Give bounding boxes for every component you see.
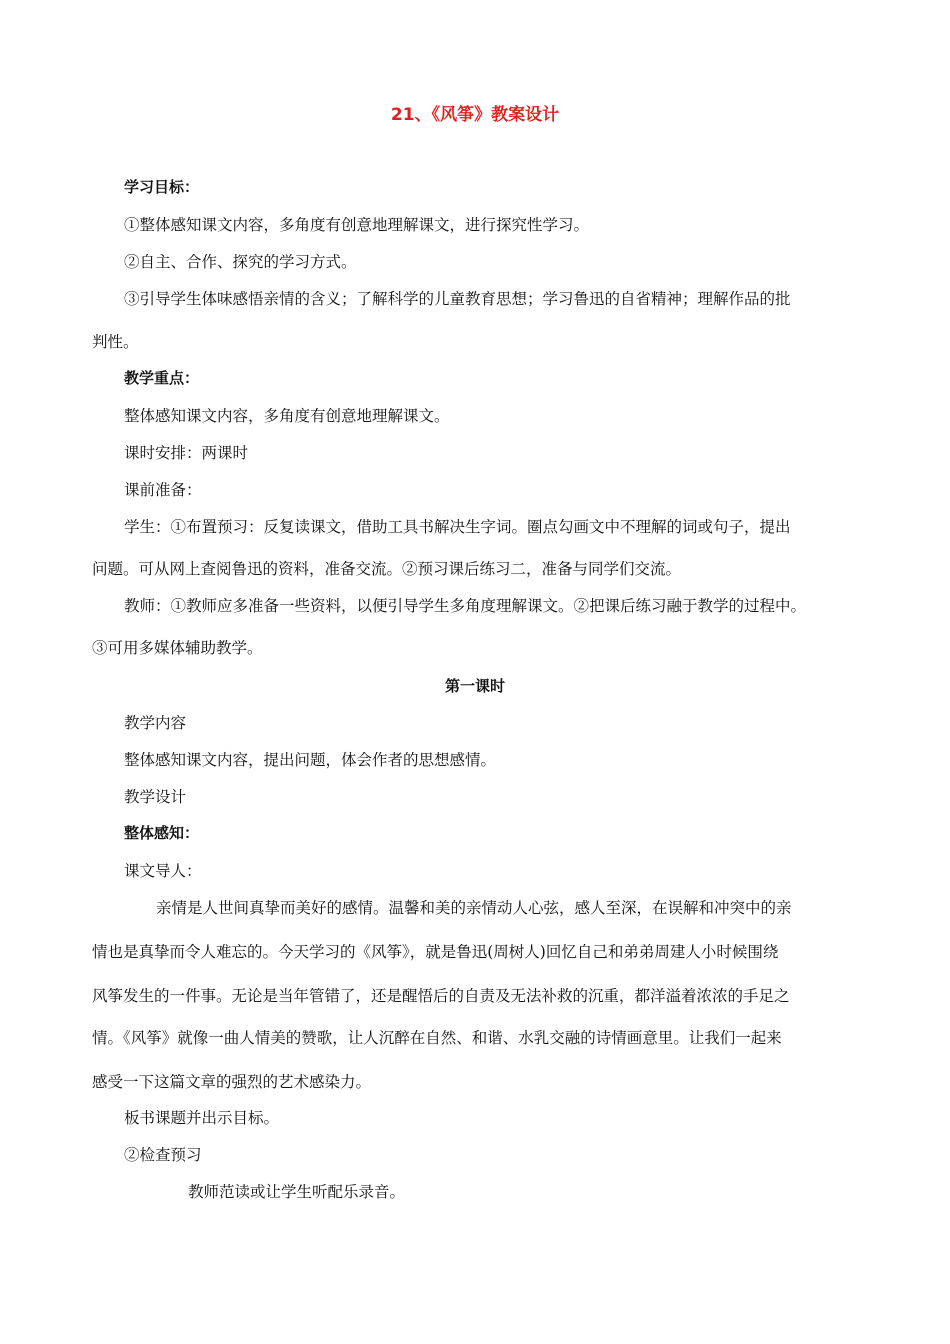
prep-student-line: 学生：①布置预习：反复读课文，借助工具书解决生字词。圈点勾画文中不理解的词或句子，提出 <box>124 518 791 536</box>
check-label: ②检查预习 <box>124 1146 202 1164</box>
schedule-text: 课时安排：两课时 <box>124 444 249 462</box>
goal-item: ①整体感知课文内容，多角度有创意地理解课文，进行探究性学习。 <box>124 216 590 234</box>
lesson1-design-label: 教学设计 <box>124 788 187 806</box>
goal-item-continued: 判性。 <box>92 333 139 351</box>
lesson1-heading: 第一课时 <box>444 677 505 695</box>
lesson1-content-label: 教学内容 <box>124 714 187 732</box>
reading-text: 教师范读或让学生听配乐录音。 <box>188 1183 406 1201</box>
prep-teacher-line: ③可用多媒体辅助教学。 <box>92 639 263 657</box>
goals-heading: 学习目标： <box>124 178 200 196</box>
intro-paragraph-line: 情也是真挚而令人难忘的。今天学习的《风筝》，就是鲁迅(周树人)回忆自己和弟弟周建人小时候围绕 <box>92 943 779 961</box>
intro-paragraph-line: 情。《风筝》就像一曲人情美的赞歌，让人沉醉在自然、和谐、水乳交融的诗情画意里。让我们一起来 <box>92 1029 782 1047</box>
prep-student-line: 问题。可从网上查阅鲁迅的资料，准备交流。②预习课后练习二，准备与同学们交流。 <box>92 560 682 578</box>
intro-label: 课文导人： <box>124 862 202 880</box>
document-title: 21、《风筝》教案设计 <box>390 105 560 125</box>
overall-heading: 整体感知： <box>124 824 200 842</box>
intro-paragraph-line: 亲情是人世间真挚而美好的感情。温馨和美的亲情动人心弦，感人至深，在误解和冲突中的亲 <box>156 899 792 917</box>
prep-heading: 课前准备： <box>124 481 202 499</box>
goal-item: ②自主、合作、探究的学习方式。 <box>124 253 357 271</box>
board-text: 板书课题并出示目标。 <box>124 1109 280 1127</box>
goal-item: ③引导学生体味感悟亲情的含义；了解科学的儿童教育思想；学习鲁迅的自省精神；理解作品的批 <box>124 290 791 308</box>
key-points-text: 整体感知课文内容，多角度有创意地理解课文。 <box>124 407 450 425</box>
prep-teacher-line: 教师：①教师应多准备一些资料，以便引导学生多角度理解课文。②把课后练习融于教学的过程中。 <box>124 597 807 615</box>
intro-paragraph-line: 感受一下这篇文章的强烈的艺术感染力。 <box>92 1073 372 1091</box>
key-points-heading: 教学重点： <box>124 369 200 387</box>
lesson1-content-text: 整体感知课文内容，提出问题，体会作者的思想感情。 <box>124 751 497 769</box>
intro-paragraph-line: 风筝发生的一件事。无论是当年管错了，还是醒悟后的自责及无法补救的沉重，都洋溢着浓浓的手足之 <box>92 987 790 1005</box>
